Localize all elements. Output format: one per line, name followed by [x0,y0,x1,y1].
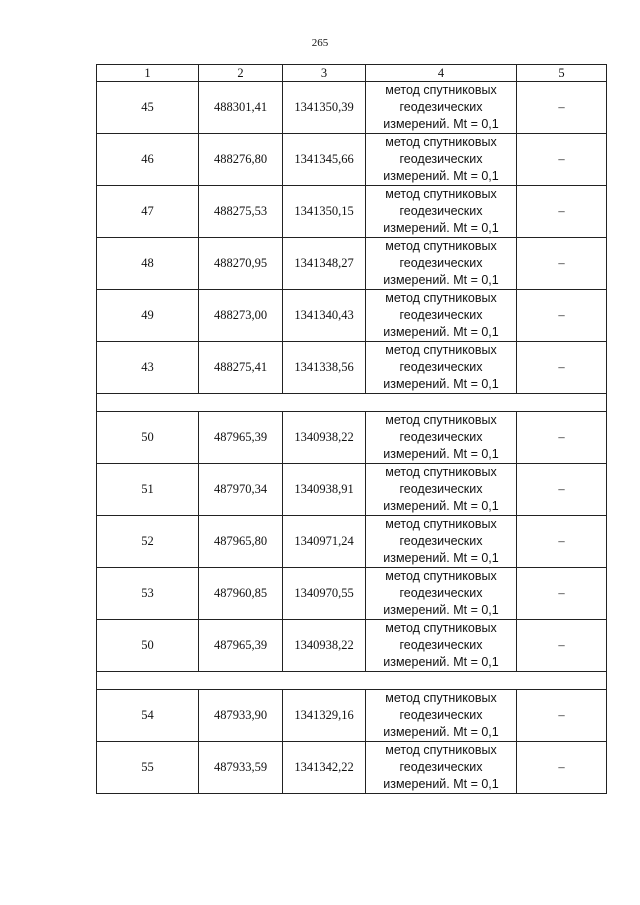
method-cell [366,620,517,672]
method-line: метод спутниковых [385,343,497,357]
method-line: измерений. Mt = 0,1 [383,603,499,617]
method-line: метод спутниковых [385,239,497,253]
point-number-cell: 51 [97,464,199,516]
method-cell [366,290,517,342]
method-line: геодезических [399,204,483,218]
method-line: измерений. Mt = 0,1 [383,551,499,565]
group-separator-row [97,672,607,690]
point-number-cell: 45 [97,82,199,134]
x-coordinate-cell: 487965,39 [199,412,283,464]
column-header-1: 1 [97,65,199,82]
method-line: метод спутниковых [385,413,497,427]
note-cell: – [517,568,607,620]
point-number-cell: 55 [97,742,199,794]
table-row [97,620,607,672]
point-number-cell: 48 [97,238,199,290]
group-separator-row [97,394,607,412]
method-cell [366,342,517,394]
y-coordinate-cell: 1341348,27 [283,238,366,290]
table-body [97,82,607,794]
method-line: метод спутниковых [385,187,497,201]
method-line: метод спутниковых [385,465,497,479]
method-line: метод спутниковых [385,83,497,97]
method-line: измерений. Mt = 0,1 [383,655,499,669]
x-coordinate-cell: 487965,80 [199,516,283,568]
x-coordinate-cell: 488276,80 [199,134,283,186]
note-cell: – [517,238,607,290]
y-coordinate-cell: 1340971,24 [283,516,366,568]
note-cell: – [517,464,607,516]
note-cell: – [517,412,607,464]
method-line: измерений. Mt = 0,1 [383,221,499,235]
y-coordinate-cell: 1340938,22 [283,620,366,672]
y-coordinate-cell: 1340970,55 [283,568,366,620]
group-separator-cell [97,672,607,690]
x-coordinate-cell: 488275,41 [199,342,283,394]
table-row [97,186,607,238]
point-number-cell: 43 [97,342,199,394]
column-header-5: 5 [517,65,607,82]
x-coordinate-cell: 487970,34 [199,464,283,516]
method-cell [366,690,517,742]
method-line: измерений. Mt = 0,1 [383,117,499,131]
method-line: метод спутниковых [385,569,497,583]
x-coordinate-cell: 488270,95 [199,238,283,290]
x-coordinate-cell: 488275,53 [199,186,283,238]
method-cell [366,82,517,134]
x-coordinate-cell: 488273,00 [199,290,283,342]
group-separator-cell [97,394,607,412]
x-coordinate-cell: 487933,90 [199,690,283,742]
note-cell: – [517,342,607,394]
y-coordinate-cell: 1341340,43 [283,290,366,342]
method-line: измерений. Mt = 0,1 [383,377,499,391]
method-line: геодезических [399,152,483,166]
method-cell [366,134,517,186]
y-coordinate-cell: 1340938,91 [283,464,366,516]
note-cell: – [517,516,607,568]
point-number-cell: 52 [97,516,199,568]
column-header-4: 4 [366,65,517,82]
method-line: геодезических [399,360,483,374]
method-line: метод спутниковых [385,135,497,149]
page-number: 265 [311,37,329,49]
method-line: геодезических [399,482,483,496]
table-row [97,134,607,186]
method-line: метод спутниковых [385,291,497,305]
table-row [97,238,607,290]
table-row [97,690,607,742]
point-number-cell: 54 [97,690,199,742]
note-cell: – [517,134,607,186]
method-line: геодезических [399,534,483,548]
method-cell [366,516,517,568]
note-cell: – [517,690,607,742]
method-line: геодезических [399,430,483,444]
method-cell [366,464,517,516]
method-line: геодезических [399,100,483,114]
point-number-cell: 50 [97,620,199,672]
column-header-2: 2 [199,65,283,82]
x-coordinate-cell: 487965,39 [199,620,283,672]
coordinates-table [96,64,607,794]
table-row [97,342,607,394]
method-line: метод спутниковых [385,621,497,635]
method-cell [366,568,517,620]
note-cell: – [517,290,607,342]
method-line: геодезических [399,760,483,774]
y-coordinate-cell: 1341350,15 [283,186,366,238]
method-line: геодезических [399,638,483,652]
method-cell [366,412,517,464]
method-line: измерений. Mt = 0,1 [383,273,499,287]
table-row [97,290,607,342]
method-line: геодезических [399,256,483,270]
method-line: метод спутниковых [385,691,497,705]
note-cell: – [517,742,607,794]
x-coordinate-cell: 487933,59 [199,742,283,794]
x-coordinate-cell: 487960,85 [199,568,283,620]
note-cell: – [517,620,607,672]
method-cell [366,186,517,238]
method-line: метод спутниковых [385,517,497,531]
point-number-cell: 53 [97,568,199,620]
y-coordinate-cell: 1341350,39 [283,82,366,134]
table-row [97,82,607,134]
column-header-3: 3 [283,65,366,82]
method-line: геодезических [399,586,483,600]
table-row [97,464,607,516]
y-coordinate-cell: 1341345,66 [283,134,366,186]
x-coordinate-cell: 488301,41 [199,82,283,134]
point-number-cell: 47 [97,186,199,238]
method-line: измерений. Mt = 0,1 [383,169,499,183]
method-cell [366,238,517,290]
method-line: измерений. Mt = 0,1 [383,447,499,461]
method-line: измерений. Mt = 0,1 [383,325,499,339]
method-line: измерений. Mt = 0,1 [383,499,499,513]
header-row [97,65,607,82]
table-row [97,742,607,794]
y-coordinate-cell: 1341329,16 [283,690,366,742]
table-row [97,568,607,620]
method-line: метод спутниковых [385,743,497,757]
note-cell: – [517,82,607,134]
note-cell: – [517,186,607,238]
method-line: геодезических [399,708,483,722]
method-line: измерений. Mt = 0,1 [383,777,499,791]
point-number-cell: 46 [97,134,199,186]
table-row [97,516,607,568]
point-number-cell: 49 [97,290,199,342]
y-coordinate-cell: 1341338,56 [283,342,366,394]
method-cell [366,742,517,794]
y-coordinate-cell: 1341342,22 [283,742,366,794]
method-line: геодезических [399,308,483,322]
point-number-cell: 50 [97,412,199,464]
y-coordinate-cell: 1340938,22 [283,412,366,464]
table-row [97,412,607,464]
method-line: измерений. Mt = 0,1 [383,725,499,739]
